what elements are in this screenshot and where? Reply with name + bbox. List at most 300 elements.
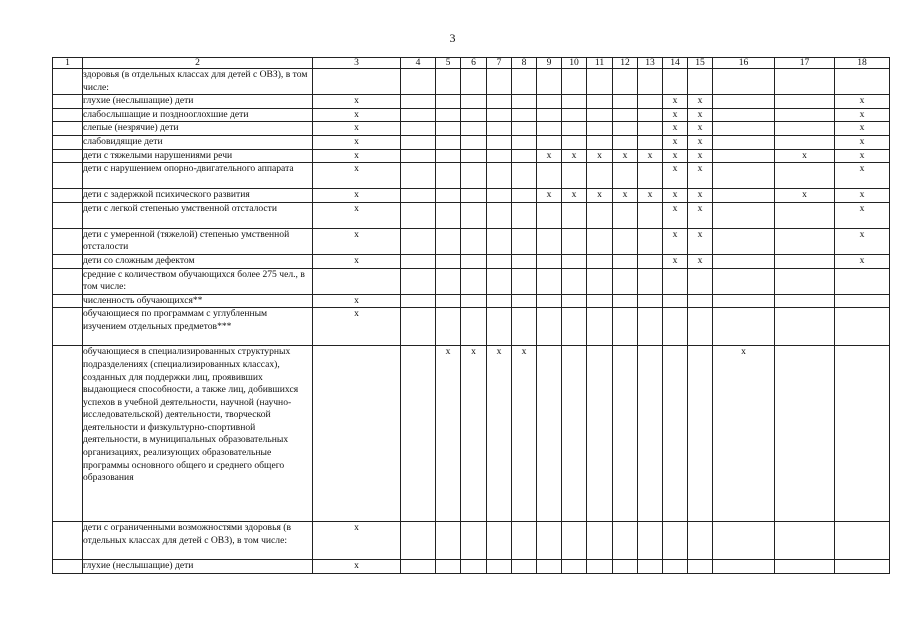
mark-cell: x [613, 149, 638, 163]
mark-cell: x [663, 95, 688, 109]
empty-cell [512, 228, 537, 254]
column-header-6: 6 [461, 58, 487, 69]
empty-cell [835, 560, 890, 574]
empty-cell [401, 522, 436, 560]
empty-cell [436, 254, 461, 268]
empty-cell [461, 108, 487, 122]
empty-cell [775, 122, 835, 136]
empty-cell [487, 149, 512, 163]
empty-cell [436, 135, 461, 149]
empty-cell [512, 122, 537, 136]
empty-cell [713, 560, 775, 574]
empty-cell [436, 95, 461, 109]
empty-cell [713, 135, 775, 149]
table-row [53, 294, 890, 308]
empty-cell [512, 254, 537, 268]
empty-cell [638, 268, 663, 294]
empty-cell [487, 69, 512, 95]
row-label: слепые (незрячие) дети [83, 122, 313, 136]
empty-cell [613, 108, 638, 122]
table-row [53, 95, 890, 109]
mark-cell: x [688, 189, 713, 203]
empty-cell [713, 149, 775, 163]
column-header-12: 12 [613, 58, 638, 69]
empty-cell [53, 268, 83, 294]
empty-cell [587, 163, 613, 189]
mark-cell: x [313, 149, 401, 163]
empty-cell [512, 108, 537, 122]
empty-cell [613, 163, 638, 189]
mark-cell: x [688, 108, 713, 122]
empty-cell [487, 560, 512, 574]
empty-cell [562, 95, 587, 109]
empty-cell [53, 560, 83, 574]
empty-cell [436, 69, 461, 95]
header-row [53, 58, 890, 69]
empty-cell [638, 294, 663, 308]
empty-cell [562, 202, 587, 228]
empty-cell [537, 202, 562, 228]
empty-cell [587, 346, 613, 522]
empty-cell [562, 122, 587, 136]
empty-cell [688, 308, 713, 346]
mark-cell: x [663, 108, 688, 122]
empty-cell [587, 69, 613, 95]
mark-cell: x [688, 122, 713, 136]
empty-cell [512, 522, 537, 560]
empty-cell [688, 346, 713, 522]
empty-cell [613, 122, 638, 136]
table-row [53, 268, 890, 294]
mark-cell: x [313, 163, 401, 189]
mark-cell: x [663, 135, 688, 149]
empty-cell [835, 294, 890, 308]
empty-cell [487, 294, 512, 308]
mark-cell: x [313, 294, 401, 308]
empty-cell [713, 308, 775, 346]
empty-cell [663, 522, 688, 560]
empty-cell [713, 254, 775, 268]
empty-cell [313, 69, 401, 95]
empty-cell [53, 228, 83, 254]
empty-cell [613, 95, 638, 109]
column-header-3: 3 [313, 58, 401, 69]
mark-cell: x [688, 163, 713, 189]
empty-cell [713, 108, 775, 122]
empty-cell [713, 95, 775, 109]
mark-cell: x [663, 254, 688, 268]
row-label: дети с нарушением опорно-двигательного аппарата [83, 163, 313, 189]
empty-cell [638, 163, 663, 189]
mark-cell: x [663, 202, 688, 228]
empty-cell [53, 108, 83, 122]
empty-cell [537, 560, 562, 574]
empty-cell [775, 163, 835, 189]
empty-cell [461, 202, 487, 228]
empty-cell [713, 268, 775, 294]
mark-cell: x [688, 228, 713, 254]
mark-cell: x [835, 228, 890, 254]
empty-cell [775, 69, 835, 95]
empty-cell [562, 163, 587, 189]
empty-cell [512, 95, 537, 109]
empty-cell [512, 69, 537, 95]
empty-cell [487, 95, 512, 109]
empty-cell [401, 254, 436, 268]
mark-cell: x [688, 95, 713, 109]
mark-cell: x [562, 149, 587, 163]
column-header-1: 1 [53, 58, 83, 69]
empty-cell [638, 228, 663, 254]
empty-cell [613, 522, 638, 560]
empty-cell [713, 294, 775, 308]
row-label: дети с умеренной (тяжелой) степенью умственной отсталости [83, 228, 313, 254]
empty-cell [613, 135, 638, 149]
empty-cell [775, 294, 835, 308]
empty-cell [401, 346, 436, 522]
mark-cell: x [313, 254, 401, 268]
empty-cell [562, 228, 587, 254]
mark-cell: x [436, 346, 461, 522]
mark-cell: x [663, 163, 688, 189]
empty-cell [537, 522, 562, 560]
empty-cell [461, 163, 487, 189]
empty-cell [775, 95, 835, 109]
empty-cell [537, 163, 562, 189]
mark-cell: x [835, 149, 890, 163]
empty-cell [401, 268, 436, 294]
empty-cell [587, 135, 613, 149]
empty-cell [436, 308, 461, 346]
mark-cell: x [537, 189, 562, 203]
empty-cell [587, 228, 613, 254]
column-header-5: 5 [436, 58, 461, 69]
column-header-7: 7 [487, 58, 512, 69]
empty-cell [461, 560, 487, 574]
empty-cell [436, 294, 461, 308]
mark-cell: x [313, 202, 401, 228]
mark-cell: x [663, 122, 688, 136]
empty-cell [775, 308, 835, 346]
table-row [53, 189, 890, 203]
empty-cell [461, 522, 487, 560]
mark-cell: x [313, 95, 401, 109]
row-label: дети со сложным дефектом [83, 254, 313, 268]
empty-cell [562, 108, 587, 122]
table-row [53, 346, 890, 522]
table-row [53, 202, 890, 228]
empty-cell [401, 163, 436, 189]
column-header-9: 9 [537, 58, 562, 69]
empty-cell [587, 254, 613, 268]
mark-cell: x [663, 189, 688, 203]
mark-cell: x [835, 189, 890, 203]
empty-cell [313, 346, 401, 522]
empty-cell [537, 122, 562, 136]
empty-cell [313, 268, 401, 294]
empty-cell [537, 95, 562, 109]
empty-cell [835, 522, 890, 560]
mark-cell: x [688, 149, 713, 163]
empty-cell [562, 294, 587, 308]
empty-cell [487, 202, 512, 228]
mark-cell: x [835, 163, 890, 189]
empty-cell [835, 69, 890, 95]
empty-cell [436, 122, 461, 136]
empty-cell [401, 308, 436, 346]
mark-cell: x [537, 149, 562, 163]
empty-cell [53, 189, 83, 203]
table-row [53, 108, 890, 122]
empty-cell [487, 108, 512, 122]
mark-cell: x [713, 346, 775, 522]
empty-cell [775, 202, 835, 228]
empty-cell [638, 69, 663, 95]
empty-cell [401, 560, 436, 574]
empty-cell [53, 163, 83, 189]
empty-cell [587, 522, 613, 560]
empty-cell [401, 202, 436, 228]
table-body [53, 69, 890, 574]
empty-cell [436, 560, 461, 574]
empty-cell [587, 308, 613, 346]
empty-cell [537, 346, 562, 522]
mark-cell: x [688, 202, 713, 228]
empty-cell [613, 346, 638, 522]
empty-cell [638, 202, 663, 228]
empty-cell [713, 522, 775, 560]
empty-cell [613, 560, 638, 574]
empty-cell [487, 228, 512, 254]
row-label: дети с ограниченными возможностями здоровья (в отдельных классах для детей с ОВЗ), в том числе: [83, 522, 313, 560]
column-header-15: 15 [688, 58, 713, 69]
empty-cell [512, 149, 537, 163]
table-row [53, 149, 890, 163]
table-row [53, 522, 890, 560]
mark-cell: x [663, 228, 688, 254]
empty-cell [401, 228, 436, 254]
row-label: глухие (неслышащие) дети [83, 95, 313, 109]
empty-cell [562, 268, 587, 294]
empty-cell [835, 308, 890, 346]
empty-cell [401, 108, 436, 122]
empty-cell [461, 135, 487, 149]
empty-cell [53, 254, 83, 268]
table-row [53, 135, 890, 149]
empty-cell [587, 294, 613, 308]
empty-cell [401, 189, 436, 203]
empty-cell [835, 346, 890, 522]
document-table [52, 57, 890, 574]
empty-cell [461, 95, 487, 109]
mark-cell: x [835, 108, 890, 122]
mark-cell: x [487, 346, 512, 522]
mark-cell: x [613, 189, 638, 203]
mark-cell: x [835, 202, 890, 228]
empty-cell [512, 308, 537, 346]
empty-cell [461, 189, 487, 203]
empty-cell [638, 254, 663, 268]
empty-cell [562, 254, 587, 268]
column-header-2: 2 [83, 58, 313, 69]
empty-cell [613, 294, 638, 308]
empty-cell [638, 308, 663, 346]
mark-cell: x [587, 149, 613, 163]
mark-cell: x [835, 95, 890, 109]
column-header-11: 11 [587, 58, 613, 69]
empty-cell [562, 135, 587, 149]
mark-cell: x [512, 346, 537, 522]
empty-cell [688, 268, 713, 294]
empty-cell [775, 254, 835, 268]
mark-cell: x [835, 135, 890, 149]
empty-cell [53, 346, 83, 522]
empty-cell [562, 522, 587, 560]
empty-cell [537, 294, 562, 308]
empty-cell [487, 189, 512, 203]
empty-cell [713, 228, 775, 254]
empty-cell [638, 108, 663, 122]
empty-cell [537, 69, 562, 95]
empty-cell [487, 122, 512, 136]
empty-cell [487, 163, 512, 189]
empty-cell [613, 254, 638, 268]
page-number: 3 [449, 31, 456, 45]
empty-cell [775, 268, 835, 294]
empty-cell [587, 122, 613, 136]
mark-cell: x [562, 189, 587, 203]
empty-cell [663, 308, 688, 346]
empty-cell [436, 149, 461, 163]
empty-cell [436, 189, 461, 203]
column-header-10: 10 [562, 58, 587, 69]
empty-cell [401, 135, 436, 149]
empty-cell [562, 560, 587, 574]
empty-cell [537, 308, 562, 346]
row-label: численность обучающихся** [83, 294, 313, 308]
empty-cell [401, 122, 436, 136]
empty-cell [53, 95, 83, 109]
mark-cell: x [313, 228, 401, 254]
mark-cell: x [663, 149, 688, 163]
row-label: средние с количеством обучающихся более 275 чел., в том числе: [83, 268, 313, 294]
column-header-4: 4 [401, 58, 436, 69]
empty-cell [53, 522, 83, 560]
row-label: обучающиеся в специализированных структурных подразделениях (специализированных классах), созданных для поддержки лиц, проявивших выдающиеся способности, а также лиц, добившихся успехов в учебной деятельности, научной (научно-исследовательской) деятельности, творческой деятельности и физкультурно-спортивной деятельности, в муниципальных образовательных организациях, реализующих образовательные программы основного общего и среднего общего образования [83, 346, 313, 522]
empty-cell [537, 228, 562, 254]
empty-cell [638, 122, 663, 136]
empty-cell [562, 308, 587, 346]
row-label: глухие (неслышащие) дети [83, 560, 313, 574]
empty-cell [775, 108, 835, 122]
empty-cell [638, 560, 663, 574]
row-label: дети с задержкой психического развития [83, 189, 313, 203]
empty-cell [401, 294, 436, 308]
mark-cell: x [638, 189, 663, 203]
empty-cell [587, 202, 613, 228]
empty-cell [512, 135, 537, 149]
empty-cell [436, 108, 461, 122]
empty-cell [487, 268, 512, 294]
mark-cell: x [313, 122, 401, 136]
empty-cell [775, 135, 835, 149]
empty-cell [487, 135, 512, 149]
mark-cell: x [313, 308, 401, 346]
empty-cell [587, 95, 613, 109]
empty-cell [436, 228, 461, 254]
row-label: слабовидящие дети [83, 135, 313, 149]
column-header-8: 8 [512, 58, 537, 69]
empty-cell [688, 294, 713, 308]
empty-cell [835, 268, 890, 294]
empty-cell [512, 560, 537, 574]
row-label: дети с тяжелыми нарушениями речи [83, 149, 313, 163]
table-row [53, 122, 890, 136]
mark-cell: x [835, 254, 890, 268]
empty-cell [461, 149, 487, 163]
empty-cell [713, 69, 775, 95]
empty-cell [688, 560, 713, 574]
empty-cell [53, 202, 83, 228]
empty-cell [53, 122, 83, 136]
empty-cell [613, 69, 638, 95]
empty-cell [436, 202, 461, 228]
row-label: дети с легкой степенью умственной отсталости [83, 202, 313, 228]
empty-cell [461, 268, 487, 294]
empty-cell [512, 163, 537, 189]
mark-cell: x [313, 108, 401, 122]
column-header-13: 13 [638, 58, 663, 69]
empty-cell [638, 346, 663, 522]
mark-cell: x [688, 254, 713, 268]
mark-cell: x [461, 346, 487, 522]
empty-cell [53, 308, 83, 346]
empty-cell [775, 228, 835, 254]
empty-cell [512, 268, 537, 294]
empty-cell [688, 522, 713, 560]
empty-cell [562, 346, 587, 522]
mark-cell: x [313, 189, 401, 203]
empty-cell [487, 308, 512, 346]
empty-cell [587, 268, 613, 294]
column-header-17: 17 [775, 58, 835, 69]
table-row [53, 69, 890, 95]
empty-cell [613, 308, 638, 346]
empty-cell [638, 135, 663, 149]
empty-cell [53, 135, 83, 149]
row-label: здоровья (в отдельных классах для детей с ОВЗ), в том числе: [83, 69, 313, 95]
empty-cell [537, 268, 562, 294]
empty-cell [562, 69, 587, 95]
row-label: обучающиеся по программам с углубленным изучением отдельных предметов*** [83, 308, 313, 346]
empty-cell [638, 95, 663, 109]
empty-cell [713, 163, 775, 189]
empty-cell [461, 122, 487, 136]
empty-cell [663, 560, 688, 574]
empty-cell [537, 135, 562, 149]
empty-cell [512, 202, 537, 228]
empty-cell [53, 294, 83, 308]
empty-cell [663, 346, 688, 522]
empty-cell [537, 108, 562, 122]
mark-cell: x [638, 149, 663, 163]
empty-cell [461, 69, 487, 95]
empty-cell [401, 95, 436, 109]
mark-cell: x [775, 189, 835, 203]
empty-cell [436, 522, 461, 560]
table-row [53, 254, 890, 268]
column-header-16: 16 [713, 58, 775, 69]
